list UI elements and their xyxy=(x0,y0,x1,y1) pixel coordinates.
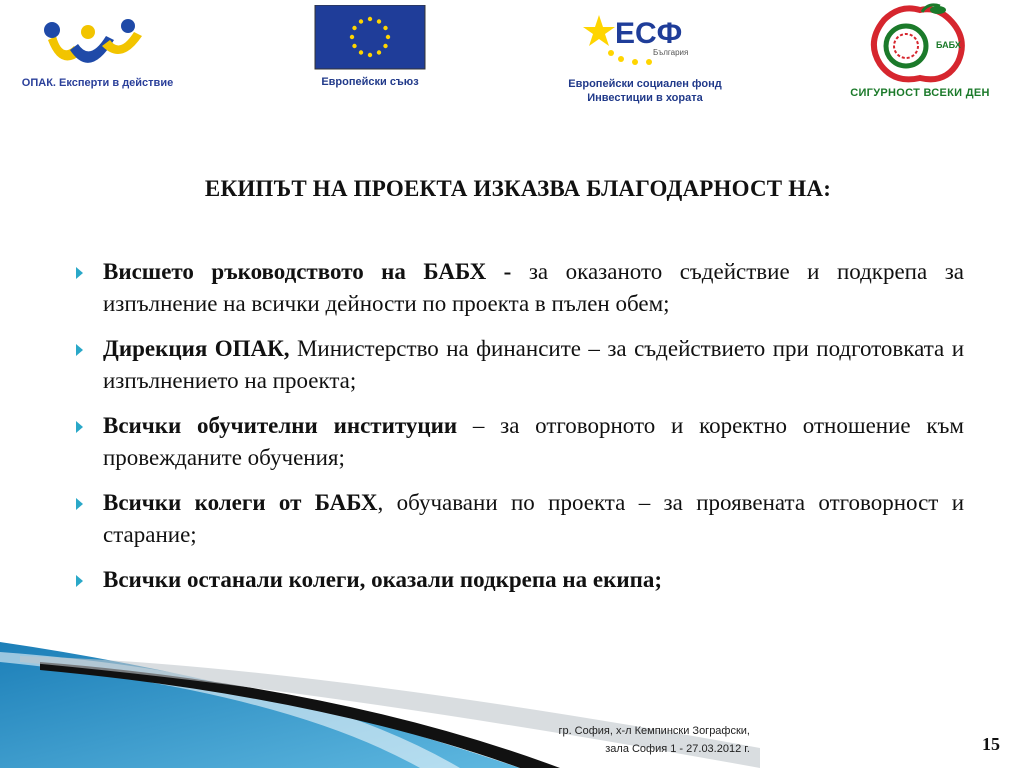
footer-line1: гр. София, х-л Кемпински Зографски, xyxy=(558,725,750,737)
list-item-bold: Дирекция ОПАК, xyxy=(103,336,290,361)
eu-flag-icon xyxy=(300,5,440,71)
bullet-arrow-icon xyxy=(76,575,83,587)
list-item xyxy=(72,564,964,596)
list-item-text xyxy=(103,256,964,320)
esf-caption-line1: Европейски социален фонд xyxy=(568,78,722,90)
list-item-text xyxy=(103,564,964,596)
list-item-bold: Всички колеги от БАБХ xyxy=(103,490,378,515)
page-number: 15 xyxy=(982,734,1000,754)
babh-apple-icon xyxy=(840,2,1000,86)
opak-logo xyxy=(10,10,185,95)
esf-mark-text: ЕСФ xyxy=(615,17,683,50)
eu-logo xyxy=(300,5,440,95)
logo-bar xyxy=(0,0,1024,120)
list-item-bold: Всички обучителни институции xyxy=(103,413,458,438)
list-item-rest: , обучавани по проекта – за проявената отговорност и старание; xyxy=(103,490,965,547)
babh-mark-text: БАБХ xyxy=(936,40,961,50)
babh-caption: СИГУРНОСТ ВСЕКИ ДЕН xyxy=(850,87,990,99)
opak-caption: ОПАК. Експерти в действие xyxy=(21,77,174,89)
esf-logo xyxy=(555,5,735,110)
list-item xyxy=(72,333,964,397)
esf-caption-line2: Инвестиции в хората xyxy=(587,92,703,104)
esf-sub-text: България xyxy=(653,48,689,57)
bullet-arrow-icon xyxy=(76,267,83,279)
list-item-bold: Висшето ръководството на БАБХ - xyxy=(103,259,512,284)
list-item xyxy=(72,256,964,320)
bullet-arrow-icon xyxy=(76,498,83,510)
eu-caption: Европейски съюз xyxy=(321,76,419,88)
opak-figures-icon xyxy=(10,10,185,76)
esf-mark-icon xyxy=(555,5,735,71)
list-item-rest: Министерство на финансите – за съдействието при подготовката и изпълнението на проекта; xyxy=(103,336,964,393)
list-item-text xyxy=(103,333,964,397)
bullet-arrow-icon xyxy=(76,421,83,433)
list-item-rest: за оказаното съдействие и подкрепа за изпълнение на всички дейности по проекта в пълен обем; xyxy=(103,259,964,316)
list-item xyxy=(72,487,964,551)
footer-venue xyxy=(500,722,750,758)
acknowledgement-list xyxy=(72,256,964,609)
list-item-rest: – за отговорното и коректно отношение към провежданите обучения; xyxy=(103,413,964,470)
footer-line2: зала София 1 - 27.03.2012 г. xyxy=(605,743,750,755)
list-item-text xyxy=(103,487,964,551)
esf-caption xyxy=(555,77,735,105)
list-item xyxy=(72,410,964,474)
list-item-text xyxy=(103,410,964,474)
list-item-bold: Всички останали колеги, оказали подкрепа на екипа; xyxy=(103,567,662,592)
babh-logo xyxy=(840,2,1000,107)
page-title: ЕКИПЪТ НА ПРОЕКТА ИЗКАЗВА БЛАГОДАРНОСТ НА: xyxy=(204,176,832,201)
bullet-arrow-icon xyxy=(76,344,83,356)
